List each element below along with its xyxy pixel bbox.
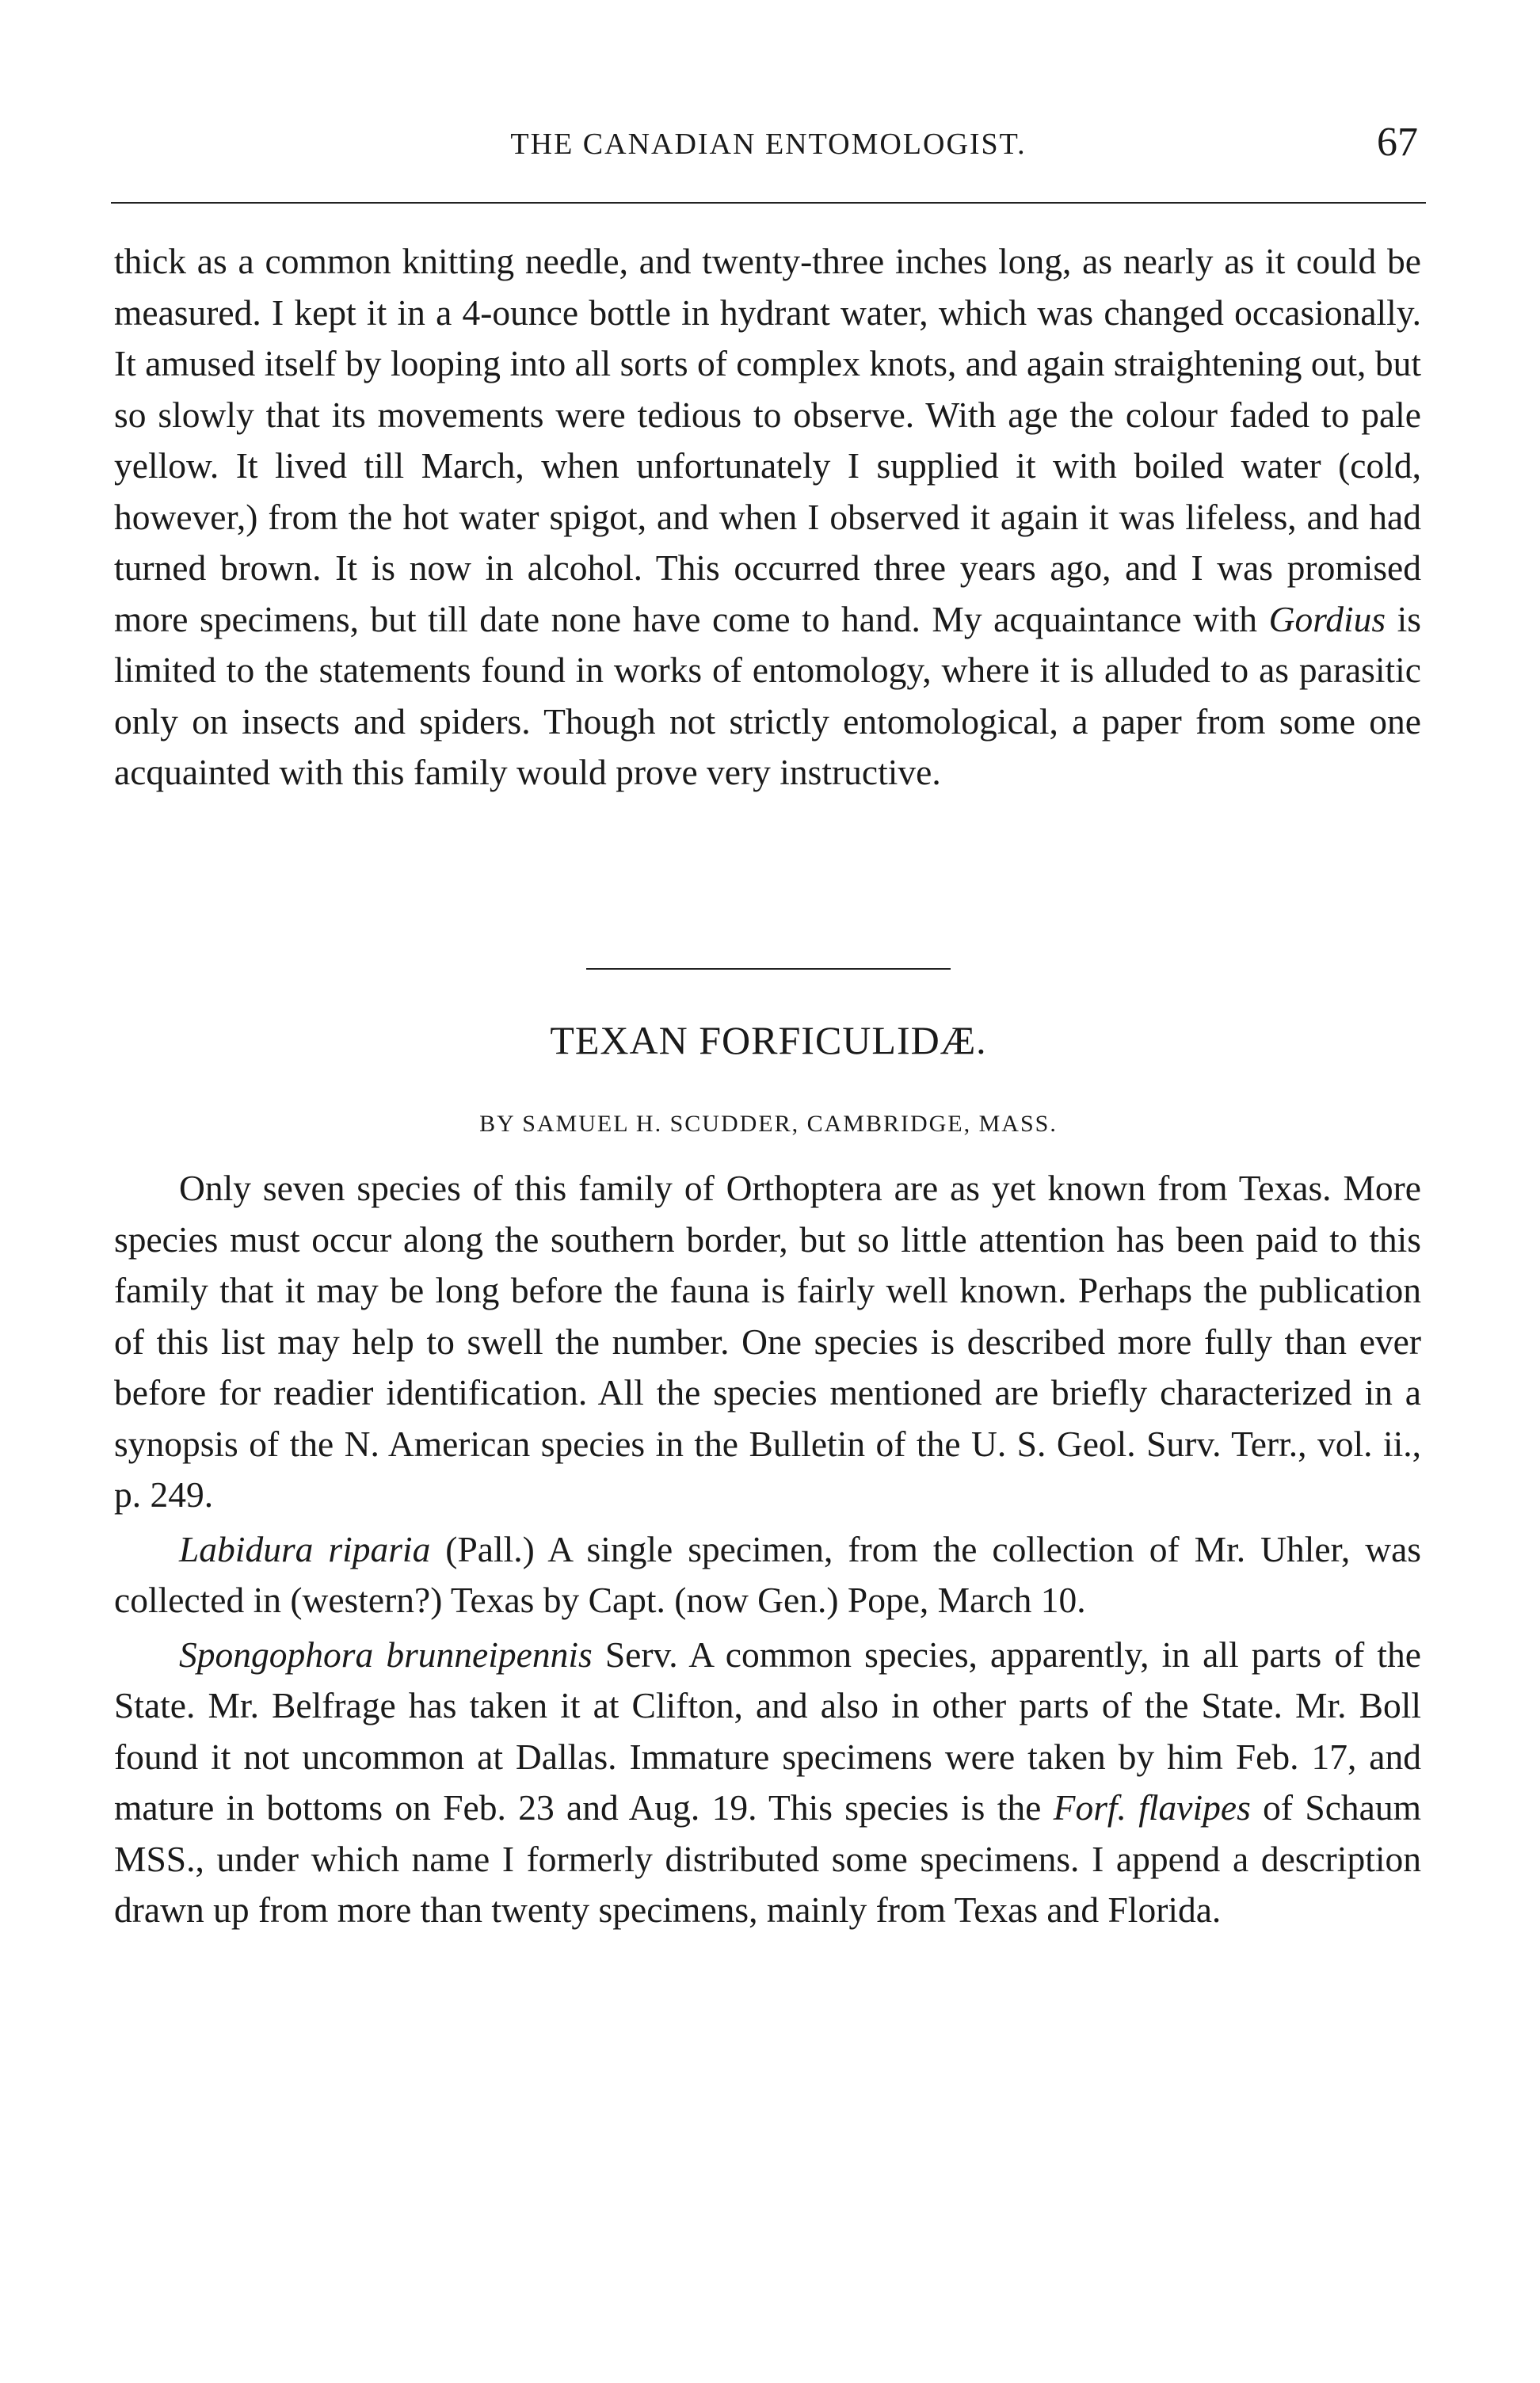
intro-text-before-genus: thick as a common knitting needle, and twenty-three inches long, as nearly as it could be measured. I kept it in a 4-ounce bottle in hydrant water, which was changed occasionally. It amused itself by looping into all sorts of complex knots, and again straightening out, but so slowly that its movements were tedious to observe. With age the colour faded to pale yellow. It lived till March, when unfortunately I supplied it with boiled water (cold, however,) from the hot water spigot, and when I observed it again it was lifeless, and had turned brown. It is now in alcohol. This occurred three years ago, and I was promised more specimens, but till date none have come to hand. My acquaintance with [114,241,1421,639]
intro-text-after-genus: is limited to the statements found in works of entomology, where it is alluded to as parasitic only on insects and spiders. Though not strictly entomological, a paper from some one acquainted with this family would prove very instructive. [114,598,1421,792]
running-title: THE CANADIAN ENTOMOLOGIST. [510,128,1027,161]
article-byline: BY SAMUEL H. SCUDDER, CAMBRIDGE, MASS. [479,1111,1058,1137]
intro-paragraph [114,236,1421,799]
species-name: Spongophora brunneipennis [179,1634,593,1675]
synonym-name: Forf. flavipes [1053,1787,1251,1828]
article-body [114,1163,1421,1939]
species-name: Labidura riparia [179,1528,431,1569]
article-paragraph-1: Only seven species of this family of Orthoptera are as yet known from Texas. More species must occur along the southern border, but so little attention has been paid to this family that it may be long before the fauna is fairly well known. Perhaps the publication of this list may help to swell the number. One species is described more fully than ever before for readier identification. All the species mentioned are briefly characterized in a synopsis of the N. American species in the Bulletin of the U. S. Geol. Surv. Terr., vol. ii., p. 249. [114,1168,1421,1515]
running-head [111,119,1426,182]
article-paragraph-2 [114,1524,1421,1626]
article-paragraph-3 [114,1630,1421,1936]
species-text: Serv. A common species, apparently, in all parts of the State. Mr. Belfrage has taken it at Clifton, and also in other parts of the State. Mr. Boll found it not uncommon at Dallas. Immature specimens were taken by him Feb. 17, and mature in bottoms on Feb. 23 and Aug. 19. This species is the [114,1634,1421,1828]
species-text: (Pall.) A single specimen, from the collection of Mr. Uhler, was collected in (western?) Texas by Capt. (now Gen.) Pope, March 10. [114,1528,1421,1620]
intro-paragraph-block [114,236,1421,799]
section-divider [586,968,951,970]
header-rule [111,202,1426,204]
article-title: TEXAN FORFICULIDÆ. [550,1018,987,1062]
species-text: of Schaum MSS., under which name I formerly distributed some specimens. I append a description drawn up from more than twenty specimens, mainly from Texas and Florida. [114,1787,1421,1930]
page-number: 67 [1377,120,1418,165]
genus-name: Gordius [1268,598,1386,639]
